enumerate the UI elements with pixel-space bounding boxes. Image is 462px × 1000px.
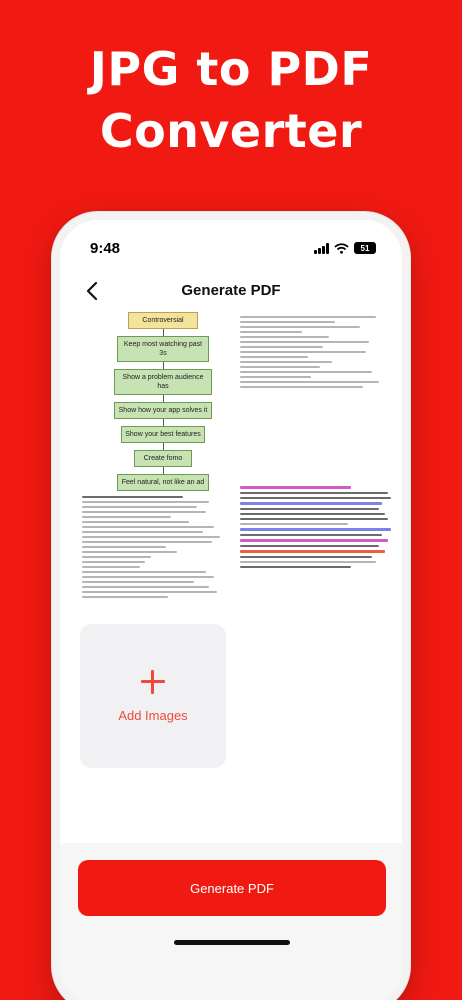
- flow-box: Show a problem audience has: [114, 369, 212, 395]
- image-thumbnail-2[interactable]: [238, 308, 396, 604]
- page-title: Generate PDF: [181, 282, 281, 299]
- status-bar: [60, 240, 402, 260]
- flow-box: Create fomo: [134, 450, 192, 467]
- status-icons: [314, 242, 376, 254]
- flow-box: Controversial: [128, 312, 198, 329]
- nav-bar: [60, 276, 402, 306]
- image-thumbnail-1[interactable]: [80, 308, 228, 604]
- app-screen: [60, 220, 402, 1000]
- phone-frame: [52, 212, 410, 1000]
- promo-headline: [0, 38, 462, 162]
- home-indicator: [174, 940, 290, 945]
- promo-headline-line2: Converter: [99, 104, 363, 158]
- add-images-label: Add Images: [118, 708, 188, 723]
- notes-text-block: [82, 496, 226, 601]
- notes-text-block-highlighted: [240, 486, 394, 571]
- battery-icon: 51: [354, 242, 376, 254]
- flow-box: Keep most watching past 3s: [117, 336, 209, 362]
- notes-text-block: [240, 316, 394, 391]
- status-time: 9:48: [90, 240, 121, 257]
- add-images-button[interactable]: [80, 624, 226, 768]
- wifi-icon: [334, 243, 349, 254]
- cellular-signal-icon: [314, 243, 329, 254]
- generate-pdf-button[interactable]: Generate PDF: [78, 860, 386, 916]
- flowchart: [110, 312, 216, 491]
- flow-box: Show your best features: [121, 426, 205, 443]
- plus-icon: [141, 670, 165, 694]
- flow-box: Show how your app solves it: [114, 402, 212, 419]
- promo-headline-line1: JPG to PDF: [89, 42, 373, 96]
- flow-box: Feel natural, not like an ad: [117, 474, 209, 491]
